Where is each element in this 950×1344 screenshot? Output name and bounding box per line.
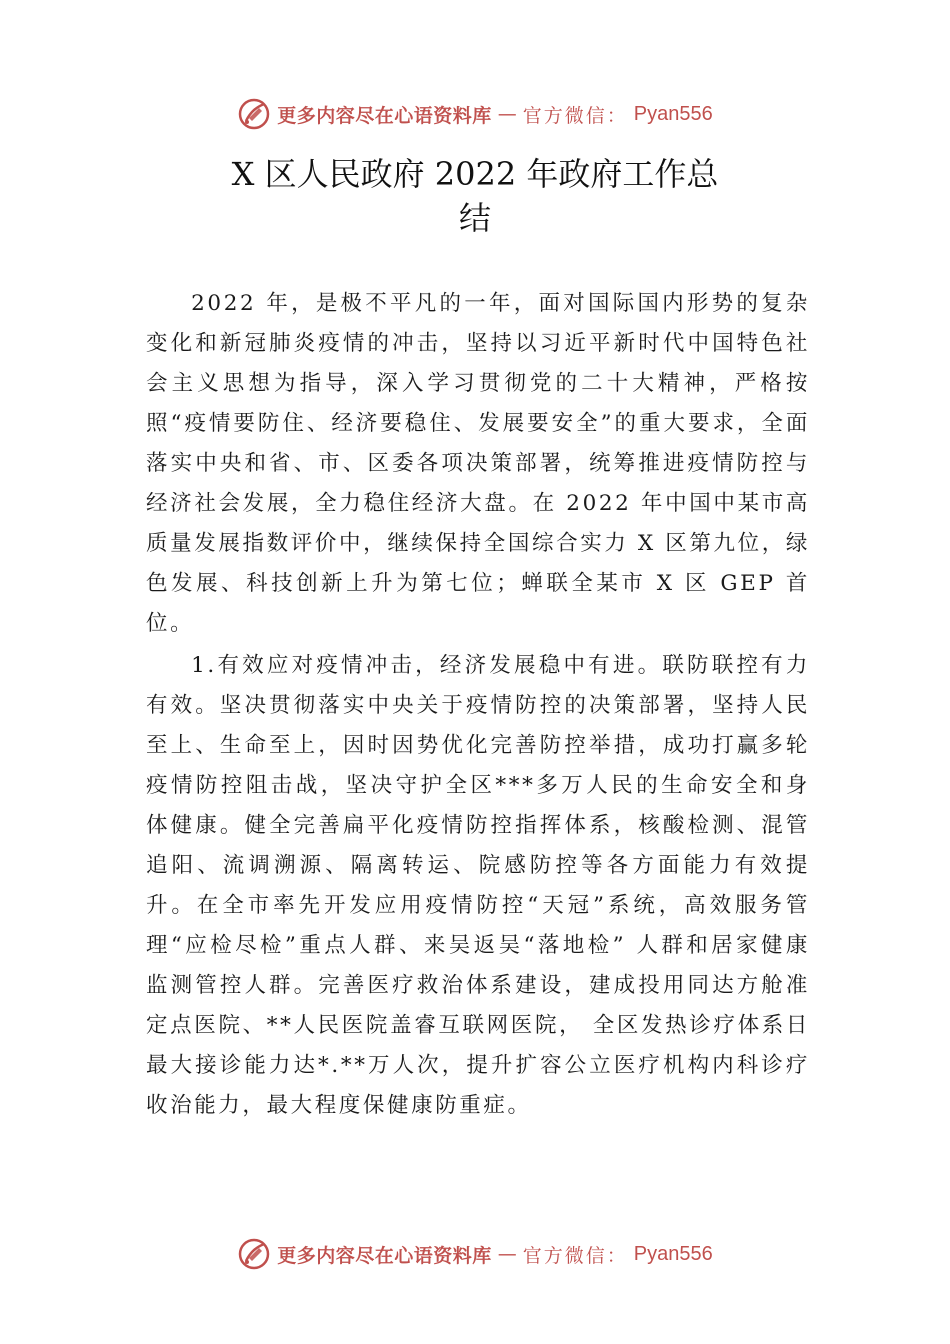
watermark-separator: — <box>497 103 517 125</box>
brand-logo-icon <box>237 1237 271 1271</box>
watermark-label: 官方微信： <box>522 1244 628 1267</box>
watermark-text: 更多内容尽在心语资料库 <box>277 1244 492 1267</box>
title-line-1: X 区人民政府 2022 年政府工作总 <box>231 155 719 193</box>
watermark-label: 官方微信： <box>522 104 628 127</box>
title-line-2: 结 <box>458 199 491 237</box>
brand-logo-icon <box>237 97 271 131</box>
watermark-footer <box>0 1234 950 1274</box>
paragraph-intro: 2022 年，是极不平凡的一年，面对国际国内形势的复杂变化和新冠肺炎疫情的冲击，坚持以习近平新时代中国特色社会主义思想为指导，深入学习贯彻党的二十大精神，严格按照“疫情要防住、经济要稳住、发展要安全”的重大要求，全面落实中央和省、市、区委各项决策部署，统筹推进疫情防控与经济社会发展，全力稳住经济大盘。在 2022 年中国中某市高质量发展指数评价中，继续保持全国综合实力 X 区第九位，绿色发展、科技创新上升为第七位；蝉联全某市 X 区 GEP 首位。 <box>146 291 810 636</box>
watermark-account: Pyan556 <box>633 102 713 125</box>
document-body <box>146 284 810 1126</box>
watermark-separator: — <box>497 1243 517 1265</box>
document-title <box>150 152 800 240</box>
watermark-account: Pyan556 <box>633 1242 713 1265</box>
watermark-header <box>0 94 950 134</box>
watermark-text: 更多内容尽在心语资料库 <box>277 104 492 127</box>
paragraph-section-1: 1.有效应对疫情冲击，经济发展稳中有进。联防联控有力有效。坚决贯彻落实中央关于疫情防控的决策部署，坚持人民至上、生命至上，因时因势优化完善防控举措，成功打赢多轮疫情防控阻击战，坚决守护全区***多万人民的生命安全和身体健康。健全完善扁平化疫情防控指挥体系，核酸检测、混管追阳、流调溯源、隔离转运、院感防控等各方面能力有效提升。在全市率先开发应用疫情防控“天冠”系统，高效服务管理“应检尽检”重点人群、来吴返吴“落地检” 人群和居家健康监测管控人群。完善医疗救治体系建设，建成投用同达方舱准定点医院、**人民医院盖睿互联网医院， 全区发热诊疗体系日最大接诊能力达*.**万人次，提升扩容公立医疗机构内科诊疗收治能力，最大程度保健康防重症。 <box>146 653 810 1118</box>
